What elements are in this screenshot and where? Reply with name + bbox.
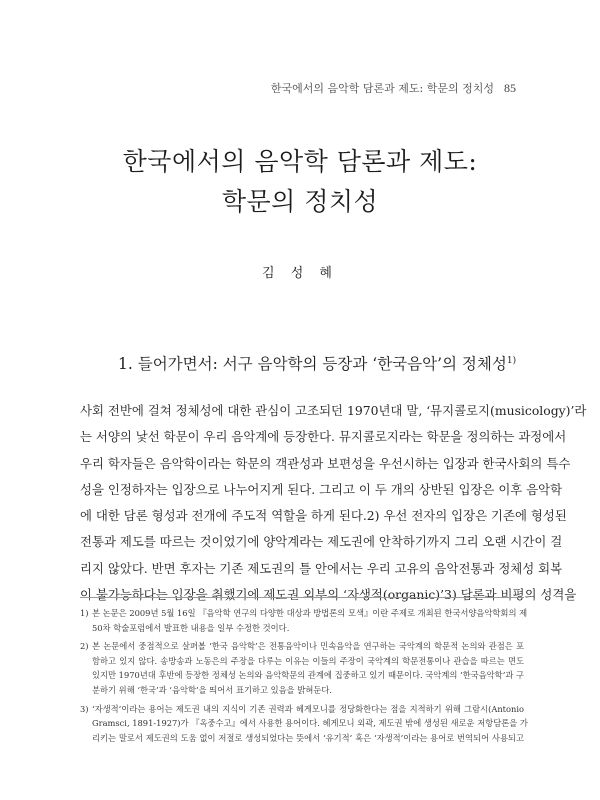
footnote-line: Gramsci, 1891-1927)가 『옥중수고』에서 사용한 용어이다. 헤게모니 외곽, 제도권 밖에 생성된 새로운 저항담론을 가: [92, 718, 528, 729]
body-line: 는 서양의 낯선 학문이 우리 음악계에 등장한다. 뮤지콜로지라는 학문을 정의하는 과정에서: [80, 429, 567, 445]
footnote-2: [80, 639, 524, 697]
section-heading: [118, 352, 516, 374]
footnote-line: 있지만 1970년대 후반에 등장한 정체성 논의와 음악학문의 관계에 집중하고 있기 때문이다. 국악계의 ‘한국음악학’과 구: [92, 670, 524, 681]
footnote-line: 리키는 말로서 제도권의 도움 없이 저절로 생성되었다는 뜻에서 ‘유기적’ 혹은 ‘자생적’이라는 용어로 번역되어 사용되고: [92, 732, 524, 743]
article-title-line-1: 한국에서의 음악학 담론과 제도:: [122, 147, 478, 176]
body-line: 에 대한 담론 형성과 전개에 주도적 역할을 하게 된다.2) 우선 전자의 입장은 기존에 형성된: [80, 508, 567, 524]
article-title-line-2: 학문의 정치성: [221, 187, 379, 216]
footnote-line: 50차 학술포럼에서 발표한 내용을 일부 수정한 것이다.: [92, 622, 290, 633]
footnote-divider: [80, 597, 524, 598]
body-line: 우리 학자들은 음악학이라는 학문의 객관성과 보편성을 우선시하는 입장과 한국사회의 특수: [80, 455, 571, 471]
footnote-line: ‘자생적’이라는 용어는 제도권 내의 지식이 기존 권력과 헤게모니를 정당화한다는 점을 지적하기 위해 그람시(Antonio: [92, 703, 524, 714]
footnote-line: 본 논문에서 중점적으로 살펴볼 ‘한국 음악학’은 전통음악이나 민속음악을 연구하는 국악계의 학문적 논의와 관점은 포: [92, 641, 524, 652]
body-line: 성을 인정하자는 입장으로 나누어지게 된다. 그리고 이 두 개의 상반된 입장은 이후 음악학: [80, 481, 563, 497]
footnote-line: 함하고 있지 않다. 송방송과 노동은의 주장을 다루는 이유는 이들의 주장이 국악계의 학문전통이나 관습을 따르는 면도: [92, 655, 524, 666]
footnote-number: 2): [80, 641, 89, 652]
footnote-number: 3): [80, 703, 89, 714]
running-head-title: 한국에서의 음악학 담론과 제도: 학문의 정치성: [270, 82, 494, 95]
footnote-ref: 1): [506, 355, 517, 366]
article-title: [0, 142, 600, 222]
footnote-1: [80, 606, 528, 635]
footnote-line: 본 논문은 2009년 5월 16일 『음악학 연구의 다양한 대상과 방법론의 모색』이란 주제로 개최된 한국서양음악학회의 제: [92, 608, 528, 618]
running-head: [271, 80, 516, 96]
footnote-line: 분하기 위해 ‘한국’과 ‘음악학’을 띄어서 표기하고 있음을 밝혀둔다.: [92, 684, 333, 695]
footnote-3: [80, 702, 528, 746]
body-line: 전통과 제도를 따르는 것이었기에 양악계라는 제도권에 안착하기까지 그리 오랜 시간이 걸: [80, 534, 563, 550]
body-line: 리지 않았다. 반면 후자는 기존 제도권의 틀 안에서는 우리 고유의 음악전통과 정체성 회복: [80, 560, 563, 576]
body-line: 이 불가능하다는 입장을 취했기에 제도권 외부의 ‘자생적(organic)’3) 담론과 비평의 성격을: [80, 587, 577, 603]
author-name: 김 성 혜: [262, 266, 338, 281]
footnote-number: 1): [80, 608, 89, 618]
body-line: 사회 전반에 걸쳐 정체성에 대한 관심이 고조되던 1970년대 말, ‘뮤지콜로지(musicology)’라: [80, 403, 587, 418]
page-number: 85: [504, 81, 516, 95]
body-paragraph: [80, 398, 587, 608]
section-heading-text: 1. 들어가면서: 서구 음악학의 등장과 ‘한국음악’의 정체성: [118, 355, 507, 373]
footnotes: [80, 606, 528, 749]
